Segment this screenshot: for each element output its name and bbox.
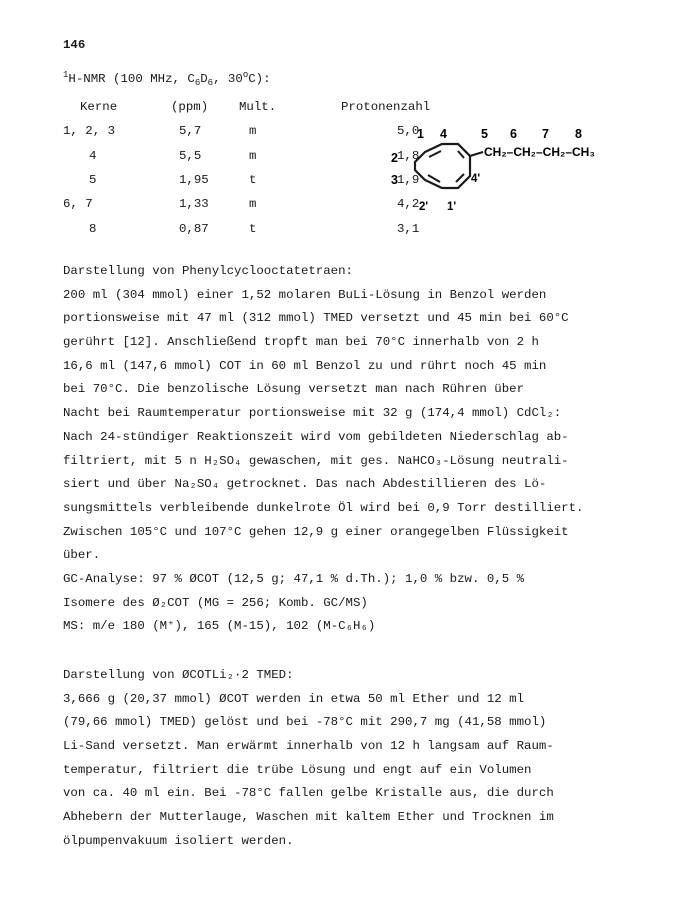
ring-chain-bond — [470, 152, 483, 156]
section-dilithium-compound — [63, 664, 623, 854]
text-line: Isomere des Ø₂COT (MG = 256; Komb. GC/MS) — [63, 595, 368, 610]
text-line: Nacht bei Raumtemperatur portionsweise mit 32 g (174,4 mmol) CdCl₂: — [63, 406, 562, 421]
text-line: MS: m/e 180 (M⁺), 165 (M-15), 102 (M-C₆H₆) — [63, 619, 376, 634]
atom-number-label: 2 — [391, 151, 398, 165]
text-line: bei 70°C. Die benzolische Lösung versetzt man nach Rühren über — [63, 382, 525, 397]
text-line: über. — [63, 548, 101, 563]
atom-number-label: 3 — [391, 173, 398, 187]
atom-number-label: 4 — [440, 127, 447, 141]
text-line: portionsweise mit 47 ml (312 mmol) TMED versetzt und 45 min bei 60°C — [63, 311, 569, 326]
text-line: 16,6 ml (147,6 mmol) COT in 60 ml Benzol zu und rührt noch 45 min — [63, 358, 547, 373]
column-header: (ppm) — [171, 100, 209, 115]
atom-number-label: 8 — [575, 127, 582, 141]
ppm-cell: 1,33 — [179, 197, 209, 212]
kerne-cell: 1, 2, 3 — [63, 124, 116, 139]
mult-cell: t — [249, 173, 257, 188]
ppm-cell: 5,7 — [179, 124, 202, 139]
text-line: ölpumpenvakuum isoliert werden. — [63, 833, 294, 848]
protonen-cell: 4,2 — [397, 197, 420, 212]
section-heading: Darstellung von ØCOTLi₂·2 TMED: — [63, 668, 294, 682]
kerne-cell: 5 — [89, 173, 97, 188]
nmr-nucleus-superscript: 1 — [63, 70, 69, 80]
text-line: Abhebern der Mutterlauge, Waschen mit kaltem Ether und Trocknen im — [63, 810, 554, 825]
text-line: von ca. 40 ml ein. Bei -78°C fallen gelbe Kristalle aus, die durch — [63, 786, 554, 801]
text-line: (79,66 mmol) TMED) gelöst und bei -78°C mit 290,7 mg (41,58 mmol) — [63, 715, 547, 730]
section-phenylcyclooctatetraene — [63, 260, 623, 639]
atom-number-label: 6 — [510, 127, 517, 141]
atom-number-label: 1 — [417, 127, 424, 141]
text-line: Nach 24-stündiger Reaktionszeit wird vom gebildeten Niederschlag ab- — [63, 429, 569, 444]
atom-number-label: 4' — [471, 173, 481, 185]
atom-number-label: 2' — [419, 201, 429, 213]
atom-number-label: 5 — [481, 127, 488, 141]
protonen-cell: 3,1 — [397, 221, 420, 236]
double-bond — [458, 151, 464, 158]
double-bond — [456, 174, 464, 182]
text-line: Li-Sand versetzt. Man erwärmt innerhalb von 12 h langsam auf Raum- — [63, 739, 554, 754]
mult-cell: t — [249, 221, 257, 236]
ppm-cell: 5,5 — [179, 148, 202, 163]
text-line: 3,666 g (20,37 mmol) ØCOT werden in etwa 50 ml Ether und 12 ml — [63, 691, 525, 706]
column-header: Protonenzahl — [341, 100, 431, 115]
ppm-cell: 0,87 — [179, 221, 209, 236]
text-line: siert und über Na₂SO₄ getrocknet. Das nach Abdestillieren des Lö- — [63, 477, 547, 492]
nmr-header: $^1$H-NMR (100 MHz, $C_6D_6$, 30$^o$C): — [63, 70, 271, 88]
page-number: 146 — [63, 38, 86, 52]
column-header: Kerne — [80, 100, 118, 115]
protonen-cell: 1,9 — [397, 173, 420, 188]
alkyl-chain-formula: CH₂–CH₂–CH₂–CH₃ — [484, 145, 595, 159]
text-line: GC-Analyse: 97 % ØCOT (12,5 g; 47,1 % d.Th.); 1,0 % bzw. 0,5 % — [63, 571, 525, 586]
atom-number-label: 7 — [542, 127, 549, 141]
text-line: temperatur, filtriert die trübe Lösung und engt auf ein Volumen — [63, 762, 532, 777]
double-bond — [428, 175, 440, 182]
atom-number-label: 1' — [447, 201, 457, 213]
mult-cell: m — [249, 148, 257, 163]
kerne-cell: 4 — [89, 148, 97, 163]
ppm-cell: 1,95 — [179, 173, 209, 188]
protonen-cell: 1,8 — [397, 148, 420, 163]
cyclooctatetraene-ring — [415, 144, 470, 188]
section-heading: Darstellung von Phenylcyclooctatetraen: — [63, 264, 353, 278]
kerne-cell: 6, 7 — [63, 197, 93, 212]
column-header: Mult. — [239, 100, 277, 115]
mult-cell: m — [249, 124, 257, 139]
text-line: gerührt [12]. Anschließend tropft man bei 70°C innerhalb von 2 h — [63, 335, 539, 350]
text-line: Zwischen 105°C und 107°C gehen 12,9 g einer orangegelben Flüssigkeit — [63, 524, 569, 539]
double-bond — [429, 151, 441, 157]
mult-cell: m — [249, 197, 257, 212]
text-line: sungsmittels verbleibende dunkelrote Öl wird bei 0,9 Torr destilliert. — [63, 500, 584, 515]
text-line: 200 ml (304 mmol) einer 1,52 molaren BuLi-Lösung in Benzol werden — [63, 287, 547, 302]
structural-formula — [385, 122, 630, 222]
kerne-cell: 8 — [89, 221, 97, 236]
nmr-table-header-row — [63, 95, 517, 119]
protonen-cell: 5,0 — [397, 124, 420, 139]
text-line: filtriert, mit 5 n H₂SO₄ gewaschen, mit ges. NaHCO₃-Lösung neutrali- — [63, 453, 569, 468]
